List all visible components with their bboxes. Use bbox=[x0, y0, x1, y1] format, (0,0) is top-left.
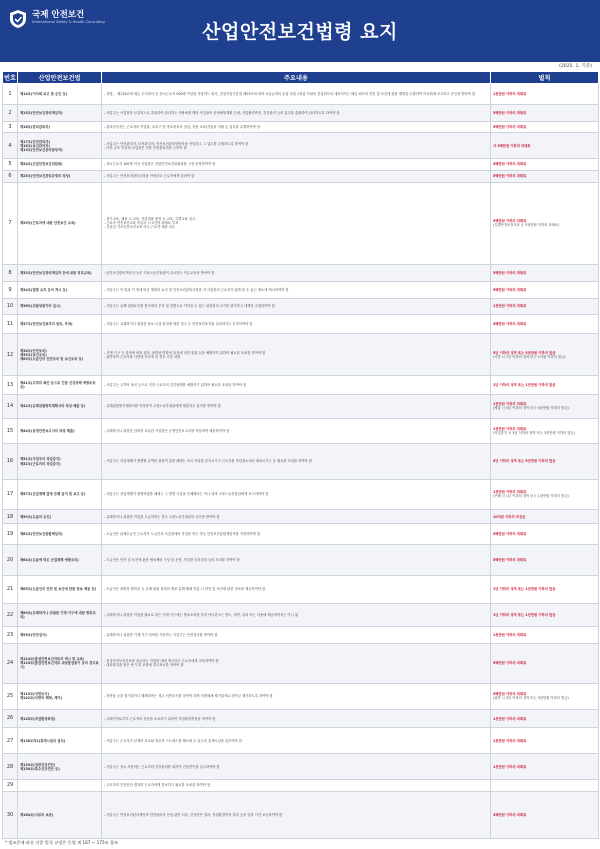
table-row bbox=[3, 133, 599, 159]
row-number: 20 bbox=[3, 545, 18, 576]
row-number: 6 bbox=[3, 170, 18, 182]
penalty-cell bbox=[491, 780, 599, 792]
table-row bbox=[3, 444, 599, 479]
penalty-cell bbox=[491, 121, 599, 133]
penalty-cell bbox=[491, 479, 599, 510]
penalty-main: 5백만원 이하의 과태료 bbox=[493, 174, 527, 179]
law-article: 제65조(도급인의 안전 및 보건에 관한 정보 제공 등) bbox=[18, 575, 102, 603]
table-row bbox=[3, 159, 599, 171]
table-row bbox=[3, 182, 599, 264]
penalty-cell bbox=[491, 105, 599, 121]
law-article: 제59조(도급의 승인) bbox=[18, 510, 102, 524]
penalty-cell bbox=[491, 444, 599, 479]
penalty-cell bbox=[491, 376, 599, 395]
main-content: - 유해하거나 위험한 기계·기구·설비를 사용하는 사업주는 안전검사를 받아야 함 bbox=[102, 627, 491, 643]
main-content: - 사업주는 이 법과 이 법에 따른 명령의 요지 및 안전보건관리규정을 각 사업장의 근로자가 쉽게 볼 수 있는 장소에 게시하여야 함 bbox=[102, 282, 491, 298]
main-content: - 사업주는 안전보건관리책임자·안전관리자 선임 관련 서류, 건강진단 결과, 작업환경측정 결과 등을 일정 기간 보존하여야 함 bbox=[102, 791, 491, 838]
law-article: 제38조(안전조치) 제39조(보건조치) 제63조(도급인의 안전조치 및 보건조치 등) bbox=[18, 334, 102, 376]
row-number: 14 bbox=[3, 395, 18, 418]
penalty-main: 5백만원 이하의 과태료 bbox=[493, 124, 527, 129]
row-number: 16 bbox=[3, 444, 18, 479]
penalty-cell bbox=[491, 282, 599, 298]
row-number: 28 bbox=[3, 754, 18, 780]
penalty-main: 5백만원 이하의 과태료 bbox=[493, 661, 527, 666]
penalty-main: 10억원 이하의 과징금 bbox=[493, 514, 526, 519]
penalty-main: 5백만원 이하의 과태료 bbox=[493, 271, 527, 276]
penalty-main: 5년 이하의 징역 또는 5천만원 이하의 벌금 bbox=[493, 350, 556, 355]
law-article: 제42조(유해위험방지계획서의 작성·제출 등) bbox=[18, 395, 102, 418]
law-summary-table bbox=[2, 71, 599, 839]
table-row bbox=[3, 376, 599, 395]
penalty-cell bbox=[491, 84, 599, 105]
penalty-main: 1년 이하의 징역 또는 1천만원 이하의 벌금 bbox=[493, 383, 556, 388]
law-article: 제25조(안전보건관리규정의 작성) bbox=[18, 170, 102, 182]
law-article: 제29조(근로자에 대한 안전보건 교육) bbox=[18, 182, 102, 264]
law-article: 제15조(안전보건관리책임자) bbox=[18, 105, 102, 121]
penalty-cell bbox=[491, 524, 599, 545]
law-article: 제125조(작업환경측정) bbox=[18, 709, 102, 728]
row-number: 22 bbox=[3, 604, 18, 627]
law-article: 제14조(이사회 보고 및 승인 등) bbox=[18, 84, 102, 105]
penalty-cell bbox=[491, 604, 599, 627]
row-number: 26 bbox=[3, 709, 18, 728]
row-number: 18 bbox=[3, 510, 18, 524]
main-content: - 사업주는 유해하거나 위험한 장소·시설·물질에 대한 경고 등 안전보건표지를 설치하거나 부착하여야 함 bbox=[102, 315, 491, 334]
main-content: - 사업주는 사업장을 실질적으로 총괄하여 관리하는 사람에게 해당 사업장의 산재예방계획 수립, 작업환경측정, 건강관리 등의 업무를 총괄하여 관리하도록 하여야 함 bbox=[102, 105, 491, 121]
row-number: 12 bbox=[3, 334, 18, 376]
table-row bbox=[3, 791, 599, 838]
column-header-penalty: 벌칙 bbox=[491, 72, 599, 84]
table-body bbox=[3, 84, 599, 839]
law-article: 제37조(안전보건표지의 설치, 부착) bbox=[18, 315, 102, 334]
row-number: 1 bbox=[3, 84, 18, 105]
penalty-note: (제출 시 5년 이하의 징역 또는 5천만원 이하의 벌금) bbox=[493, 406, 569, 411]
column-header-law: 산업안전보건법 bbox=[18, 72, 102, 84]
footnote: * 법조문에 따른 각종 벌칙 규정은 동법 제 167 ~ 175조 참조 bbox=[5, 840, 119, 845]
row-number: 7 bbox=[3, 182, 18, 264]
penalty-main: 5백만원 이하의 과태료 bbox=[493, 288, 527, 293]
law-article: 제164조(서류의 보존) bbox=[18, 791, 102, 838]
penalty-main: 1년 이하의 징역 또는 1천만원 이하의 벌금 bbox=[493, 587, 556, 592]
row-number: 4 bbox=[3, 133, 18, 159]
penalty-main: 1천만원 이하의 과태료 bbox=[493, 490, 527, 495]
table-row bbox=[3, 709, 599, 728]
penalty-cell bbox=[491, 545, 599, 576]
law-article: 제17조(안전관리자) 제18조(보건관리자) 제19조(안전보건관리담당자) bbox=[18, 133, 102, 159]
org-name: 국제 안전보건 bbox=[32, 10, 85, 20]
table-row bbox=[3, 683, 599, 709]
law-article: 제80조(유해하거나 위험한 기계·기구에 대한 방호조치) bbox=[18, 604, 102, 627]
penalty-cell bbox=[491, 133, 599, 159]
penalty-main: 5백만원 이하의 과태료 bbox=[493, 558, 527, 563]
row-number: 2 bbox=[3, 105, 18, 121]
penalty-main: 5백만원 이하의 과태료 bbox=[493, 162, 527, 167]
table-row bbox=[3, 105, 599, 121]
main-content: - 사업주는 안전보건관리규정을 작성하고 근로자에게 알려야 함 bbox=[102, 170, 491, 182]
penalty-cell bbox=[491, 754, 599, 780]
table-row bbox=[3, 728, 599, 754]
date-note: (2025. 1. 기준) bbox=[559, 64, 592, 69]
penalty-note: (위반 시 3년 이하의 징역 또는 3천만원 이하의 벌금) bbox=[493, 696, 569, 701]
law-article: 제129조(일반건강진단) 제130조(특수건강진단 등) bbox=[18, 754, 102, 780]
penalty-main: 1천만원 이하의 과태료 bbox=[493, 304, 527, 309]
penalty-main: 5백만원 이하의 과태료 bbox=[493, 322, 527, 327]
main-content: - 상법」 제170조에 따른 주식회사 중 상시근로자 500명 이상을 사용하는 회사, 건설산업기본법 제23조에 따라 시공능력의 순위 상위 1천위 이내의 건설회사의 대표이사는 매년 회사의 안전 및 보건에 관한 계획을 수립하여 이사회에 보고하고 승인을 받아야 함 bbox=[102, 84, 491, 105]
penalty-main: 5백만원 이하의 과태료 bbox=[493, 692, 527, 697]
row-number: 11 bbox=[3, 315, 18, 334]
table-row bbox=[3, 524, 599, 545]
row-number: 15 bbox=[3, 418, 18, 444]
law-article: 제41조(고객의 폭언 등으로 인한 건강장해 예방조치 등) bbox=[18, 376, 102, 395]
page-title: 산업안전보건법령 요지 bbox=[202, 21, 398, 43]
main-content: - 사업주는 고객의 폭언 등으로 인한 근로자의 건강장해를 예방하기 위하여 필요한 조치를 하여야 함 bbox=[102, 376, 491, 395]
law-article: 제44조(공정안전보고서의 작성·제출) bbox=[18, 418, 102, 444]
main-content: - 사업주는 유해·위험요인을 찾아내어 부상 및 질병으로 이어질 수 있는 위험성의 크기를 평가하고 대책을 수립하여야 함 bbox=[102, 298, 491, 314]
main-content: - 도급인은 관계수급인 근로자가 도급인의 사업장에서 작업을 하는 경우 안전보건총괄책임자를 지정하여야 함 bbox=[102, 524, 491, 545]
row-number: 30 bbox=[3, 791, 18, 838]
column-header-number: 번호 bbox=[3, 72, 18, 84]
penalty-main: 1천만원 이하의 과태료 bbox=[493, 92, 527, 96]
penalty-cell bbox=[491, 315, 599, 334]
main-content: - 사업주는 산업재해가 발생할 급박한 위험이 있을 때에는 즉시 작업을 중지시키고 근로자를 작업장소에서 대피시키는 등 필요한 조치를 하여야 함 bbox=[102, 444, 491, 479]
table-row bbox=[3, 334, 599, 376]
org-subtitle: International Safety & Health Consulting bbox=[32, 20, 105, 24]
penalty-main: 1천만원 이하의 과태료 bbox=[493, 426, 527, 431]
main-content: - 유해위험방지계획서를 작성하여 고용노동부장관에게 제출하고 심사를 받아야 함 bbox=[102, 395, 491, 418]
row-number: 25 bbox=[3, 683, 18, 709]
penalty-main: 1천만원 이하의 과태료 bbox=[493, 764, 527, 769]
table-row bbox=[3, 282, 599, 298]
main-content: - 유해하거나 위험한 작업을 도급하려는 경우 고용노동부장관의 승인을 받아야 함 bbox=[102, 510, 491, 524]
penalty-cell bbox=[491, 728, 599, 754]
row-number: 23 bbox=[3, 627, 18, 643]
law-article: 제34조(법령 요지 등의 게시 등) bbox=[18, 282, 102, 298]
penalty-main: 각 5백만원 이하의 과태료 bbox=[493, 143, 531, 148]
law-article: 제24조(산업안전보건위원회) bbox=[18, 159, 102, 171]
law-article: 제93조(안전검사) bbox=[18, 627, 102, 643]
table-row bbox=[3, 264, 599, 282]
law-table-container bbox=[2, 71, 598, 839]
table-row bbox=[3, 298, 599, 314]
main-content: - 도급인은 폭발성·발화성 등 유해·위험 설비의 개조·분해·해체 작업 시 안전 및 보건에 관한 정보를 제공하여야 함 bbox=[102, 575, 491, 603]
penalty-main: 5백만원 이하의 과태료 bbox=[493, 110, 527, 115]
law-article: 제128조의2(휴게시설의 설치) bbox=[18, 728, 102, 754]
table-header-row bbox=[3, 72, 599, 84]
penalty-cell bbox=[491, 418, 599, 444]
main-content: - 유해하거나 위험한 설비를 보유한 사업장은 공정안전보고서를 작성하여 제출하여야 함 bbox=[102, 418, 491, 444]
table-row bbox=[3, 121, 599, 133]
row-number: 24 bbox=[3, 643, 18, 683]
penalty-note: (특별안전보건교육 등 3천만원 이하의 과태료) bbox=[493, 223, 560, 228]
subheader-bar bbox=[0, 62, 600, 71]
main-content: - 유해인자로부터 근로자의 건강을 보호하기 위하여 작업환경측정을 하여야 함 bbox=[102, 709, 491, 728]
penalty-cell bbox=[491, 182, 599, 264]
table-row bbox=[3, 479, 599, 510]
penalty-main: 5백만원 이하의 과태료 bbox=[493, 532, 527, 537]
table-row bbox=[3, 754, 599, 780]
row-number: 29 bbox=[3, 780, 18, 792]
row-number: 10 bbox=[3, 298, 18, 314]
penalty-cell bbox=[491, 264, 599, 282]
penalty-main: 1천만원 이하의 과태료 bbox=[493, 402, 527, 407]
page-header bbox=[0, 0, 600, 62]
law-article: 제51조(사업주의 작업중지) 제52조(근로자의 작업중지) bbox=[18, 444, 102, 479]
table-row bbox=[3, 545, 599, 576]
law-article: 제64조(도급에 따른 산업재해 예방조치) bbox=[18, 545, 102, 576]
table-row bbox=[3, 643, 599, 683]
table-row bbox=[3, 627, 599, 643]
penalty-main: 5백만원 이하의 과태료 bbox=[493, 219, 527, 224]
law-article: 제32조(안전보건관리책임자 등에 대한 직무교육) bbox=[18, 264, 102, 282]
penalty-note: (작업중지 시 3년 이하의 징역 또는 3천만원 이하의 벌금) bbox=[493, 430, 576, 435]
main-content: - 근로자의 건강진단 결과를 근로자에게 통보하고 필요한 조치를 하여야 함 bbox=[102, 780, 491, 792]
penalty-cell bbox=[491, 170, 599, 182]
penalty-cell bbox=[491, 683, 599, 709]
penalty-cell bbox=[491, 510, 599, 524]
row-number: 5 bbox=[3, 159, 18, 171]
penalty-cell bbox=[491, 395, 599, 418]
main-content: - 물질안전보건자료를 취급하는 작업장 내에 게시하고 근로자에게 교육하여야 함 - 대상물질을 담은 용기 및 포장에 경고표시를 하여야 함 bbox=[102, 643, 491, 683]
penalty-main: 5년 이하의 징역 또는 5천만원 이하의 벌금 bbox=[493, 459, 556, 464]
row-number: 19 bbox=[3, 524, 18, 545]
penalty-cell bbox=[491, 791, 599, 838]
main-content: - 사업주는 안전관리자, 보건관리자, 안전보건관리담당자를 선임하고 그 업무를 수행하도록 하여야 함 - 다만 규모 이상의 사업장은 전담 안전관리자를 두어야 함 bbox=[102, 133, 491, 159]
table-row bbox=[3, 418, 599, 444]
penalty-main: 1천만원 이하의 과태료 bbox=[493, 738, 527, 743]
row-number: 9 bbox=[3, 282, 18, 298]
penalty-cell bbox=[491, 643, 599, 683]
penalty-cell bbox=[491, 298, 599, 314]
row-number: 13 bbox=[3, 376, 18, 395]
penalty-cell bbox=[491, 709, 599, 728]
penalty-main: 1천만원 이하의 과태료 bbox=[493, 633, 527, 638]
penalty-note: (사망 시 7년 이하의 징역 또는 1억원 이하의 벌금) bbox=[493, 354, 566, 359]
penalty-main: 1년 이하의 징역 또는 1천만원 이하의 벌금 bbox=[493, 613, 556, 618]
law-article: 제16조(관리감독자) bbox=[18, 121, 102, 133]
row-number: 21 bbox=[3, 575, 18, 603]
main-content: - 사업주는 산업재해가 발생하였을 때에는 그 발생 사실을 은폐해서는 아니 되며 고용노동부장관에게 보고하여야 함 bbox=[102, 479, 491, 510]
table-row bbox=[3, 604, 599, 627]
law-article: 제57조(산업재해 발생 은폐 금지 및 보고 등) bbox=[18, 479, 102, 510]
column-header-content: 주요내용 bbox=[102, 72, 491, 84]
law-article bbox=[18, 780, 102, 792]
law-article: 제119조(석면조사) 제122조(석면의 해체, 제거) bbox=[18, 683, 102, 709]
table-row bbox=[3, 170, 599, 182]
table-row bbox=[3, 510, 599, 524]
table-row bbox=[3, 84, 599, 105]
main-content: - 건축물 등을 철거하거나 해체하려는 경우 석면조사를 하여야 하며 석면해체·제거업자로 하여금 제거하도록 하여야 함 bbox=[102, 683, 491, 709]
main-content: - 안전보건관리책임자 등은 고용노동부장관이 실시하는 직무교육을 받아야 함 bbox=[102, 264, 491, 282]
penalty-cell bbox=[491, 159, 599, 171]
main-content: - 도급인은 안전 및 보건에 관한 협의체의 구성 및 운영, 작업장 순회점검 등의 조치를 하여야 함 bbox=[102, 545, 491, 576]
row-number: 27 bbox=[3, 728, 18, 754]
table-row bbox=[3, 575, 599, 603]
penalty-cell bbox=[491, 334, 599, 376]
main-content: - 기계·기구 등 설비에 의한 위험, 폭발성·발화성 물질에 의한 위험 등을 예방하기 위하여 필요한 조치를 하여야 함 - 위반하여 근로자를 사망에 이르게 한 경우 가중 처벌 bbox=[102, 334, 491, 376]
penalty-main: 1천만원 이하의 과태료 bbox=[493, 716, 527, 721]
main-content: - 정기교육, 채용 시 교육, 작업내용 변경 시 교육, 특별교육 실시 - 근로자 안전보건교육 미실시 시 1인당 과태료 부과 - 건설업 기초안전보건교육 이수 근로자 채용 의무 bbox=[102, 182, 491, 264]
row-number: 8 bbox=[3, 264, 18, 282]
row-number: 3 bbox=[3, 121, 18, 133]
main-content: - 사업주는 근로자가 신체적 피로와 정신적 스트레스를 해소할 수 있도록 휴게시설을 갖추어야 함 bbox=[102, 728, 491, 754]
main-content: - 사업주는 상시 사용하는 근로자의 건강관리를 위하여 건강진단을 실시하여야 함 bbox=[102, 754, 491, 780]
law-article: 제36조(위험성평가의 실시) bbox=[18, 298, 102, 314]
penalty-cell bbox=[491, 627, 599, 643]
main-content: - 상시근로자 100명 이상 사업장은 산업안전보건위원회를 구성·운영하여야 함 bbox=[102, 159, 491, 171]
table-row bbox=[3, 315, 599, 334]
main-content: - 유해하거나 위험한 작업을 필요로 하는 기계·기구에는 방호조치를 하지 아니하고는 양도, 대여, 설치 또는 사용에 제공하여서는 아니 됨 bbox=[102, 604, 491, 627]
law-article: 제62조(안전보건총괄책임자) bbox=[18, 524, 102, 545]
penalty-cell bbox=[491, 575, 599, 603]
row-number: 17 bbox=[3, 479, 18, 510]
main-content: - 관리감독자는 근로자의 작업복, 보호구 및 방호장치의 점검, 착용 교육/작업의 지휘 등 업무를 수행하여야 함 bbox=[102, 121, 491, 133]
penalty-note: (은폐 시 1년 이하의 징역 또는 1천만원 이하의 벌금) bbox=[493, 494, 569, 499]
table-row bbox=[3, 780, 599, 792]
penalty-main: 3백만원 이하의 과태료 bbox=[493, 812, 527, 817]
law-article: 제114조(물질안전보건자료의 게시 및 교육) 제115조(물질안전보건자료 대상물질용기 등의 경고표시) bbox=[18, 643, 102, 683]
table-row bbox=[3, 395, 599, 418]
